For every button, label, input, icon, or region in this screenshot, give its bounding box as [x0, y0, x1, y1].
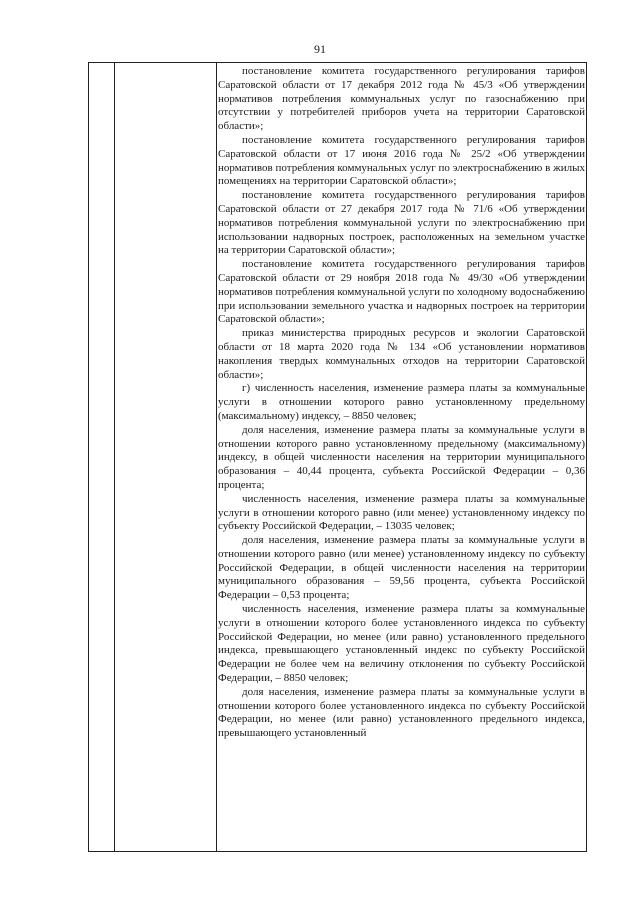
- table-divider-2: [216, 63, 217, 851]
- table-border-left: [88, 63, 89, 851]
- paragraph: доля населения, изменение размера платы за коммунальные услуги в отношении которого равно установленному предельному (максимальному) индексу, в общей численности населения на территории муниципального образования – 40,44 процента, субъекта Российской Федерации – 0,36 процента;: [218, 423, 585, 491]
- page-number: 91: [314, 42, 326, 56]
- paragraph: г) численность населения, изменение размера платы за коммунальные услуги в отношении которого равно установленному предельному (максимальному) индексу, – 8850 человек;: [218, 382, 585, 422]
- table-divider-1: [114, 63, 115, 851]
- paragraph: доля населения, изменение размера платы за коммунальные услуги в отношении которого равно (или менее) установленному индексу по субъекту Российской Федерации, в общей численности населения на территории муниципального образования – 59,56 процента, субъекта Российской Федерации – 0,53 процента;: [218, 534, 585, 602]
- document-table: [88, 62, 587, 852]
- paragraph: численность населения, изменение размера платы за коммунальные услуги в отношении которого более установленного индекса по субъекту Российской Федерации, но менее (или равно) установленного предельного индекса, превышающего установленный индекс по субъекту Российской Федерации не более чем на величину отклонения по субъекту Российской Федерации, – 8850 человек;: [218, 603, 585, 685]
- paragraph: постановление комитета государственного регулирования тарифов Саратовской области от 17 декабря 2012 года № 45/3 «Об утверждении нормативов потребления коммунальных услуг по газоснабжению при отсутствии у потребителей приборов учета на территории Саратовской области»;: [218, 65, 585, 133]
- table-border-right: [586, 63, 587, 851]
- paragraph: постановление комитета государственного регулирования тарифов Саратовской области от 17 июня 2016 года № 25/2 «Об утверждении нормативов потребления коммунальных услуг по электроснабжению в жилых помещениях на территории Саратовской области»;: [218, 133, 585, 188]
- paragraph: численность населения, изменение размера платы за коммунальные услуги в отношении которого равно (или менее) установленному индексу по субъекту Российской Федерации, – 13035 человек;: [218, 492, 585, 533]
- paragraph: доля населения, изменение размера платы за коммунальные услуги в отношении которого более установленного индекса по субъекту Российской Федерации, но менее (или равно) установленного предельного индекса, превышающего установленный: [218, 685, 585, 740]
- paragraph: приказ министерства природных ресурсов и экологии Саратовской области от 18 марта 2020 года № 134 «Об установлении нормативов накопления твердых коммунальных отходов на территории Саратовской области»;: [218, 327, 585, 381]
- paragraph: постановление комитета государственного регулирования тарифов Саратовской области от 29 ноября 2018 года № 49/30 «Об утверждении нормативов потребления коммунальной услуги по холодному водоснабжению при использовании земельного участка и надворных построек на территории Саратовской области»;: [218, 258, 585, 326]
- table-text-cell: [218, 65, 585, 741]
- paragraph: постановление комитета государственного регулирования тарифов Саратовской области от 27 декабря 2017 года № 71/6 «Об утверждении нормативов потребления коммунальной услуги по электроснабжению при использовании надворных построек, расположенных на земельном участке на территории Саратовской области»;: [218, 189, 585, 257]
